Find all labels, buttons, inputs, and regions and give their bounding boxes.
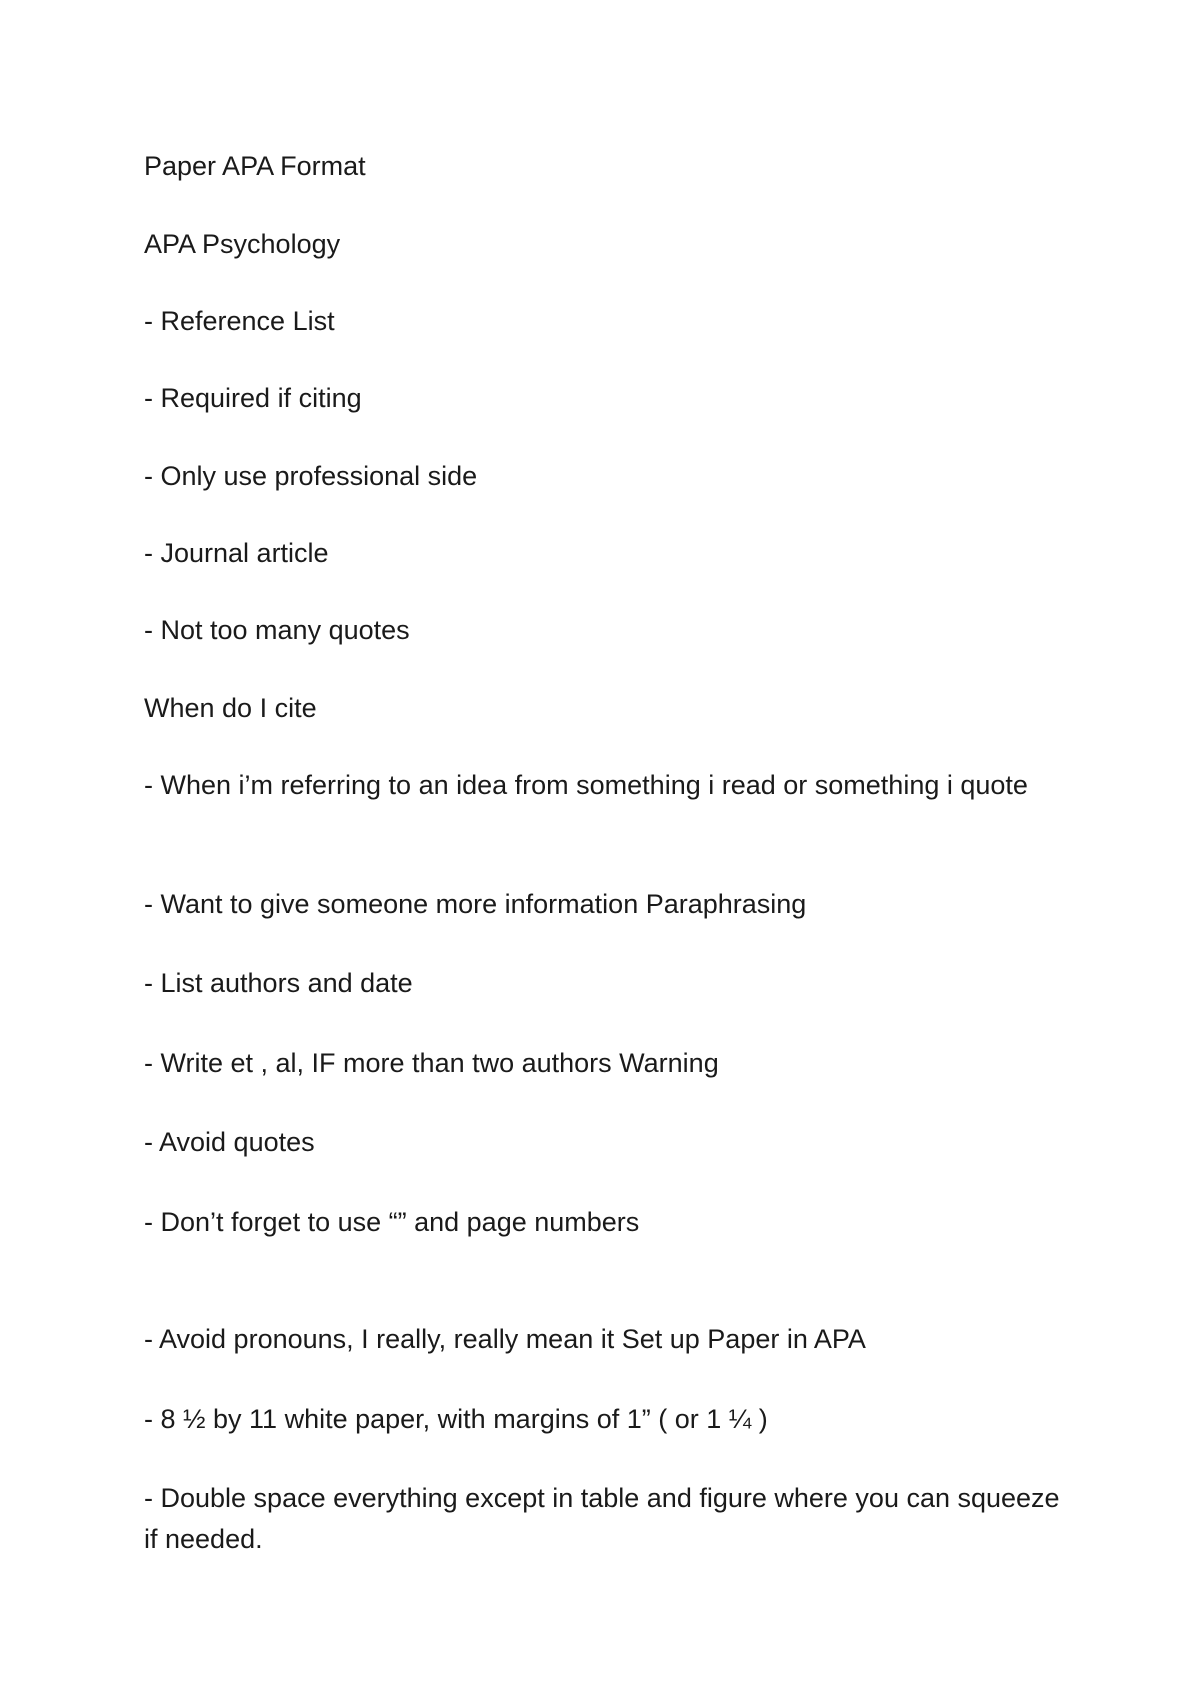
list-item: - Double space everything except in table and figure where you can squeeze if needed. [144, 1483, 1060, 1554]
list-item: - Want to give someone more information Paraphrasing [144, 889, 807, 919]
list-item: - 8 ½ by 11 white paper, with margins of 1” ( or 1 ¼ ) [144, 1404, 768, 1434]
list-item: - Not too many quotes [144, 615, 410, 645]
list-item: - Required if citing [144, 383, 362, 413]
list-item: - Journal article [144, 538, 329, 568]
list-item: - Only use professional side [144, 461, 478, 491]
section-heading: When do I cite [144, 693, 317, 723]
section-heading: APA Psychology [144, 229, 341, 259]
list-item: - When i’m referring to an idea from something i read or something i quote [144, 770, 1028, 800]
list-item: - Reference List [144, 306, 335, 336]
list-item: - Avoid quotes [144, 1127, 315, 1157]
list-item: - Write et , al, IF more than two authors Warning [144, 1048, 719, 1078]
list-item: - List authors and date [144, 968, 413, 998]
document-title: Paper APA Format [144, 151, 366, 181]
list-item: - Avoid pronouns, I really, really mean it Set up Paper in APA [144, 1324, 866, 1354]
list-item: - Don’t forget to use “” and page numbers [144, 1207, 640, 1237]
